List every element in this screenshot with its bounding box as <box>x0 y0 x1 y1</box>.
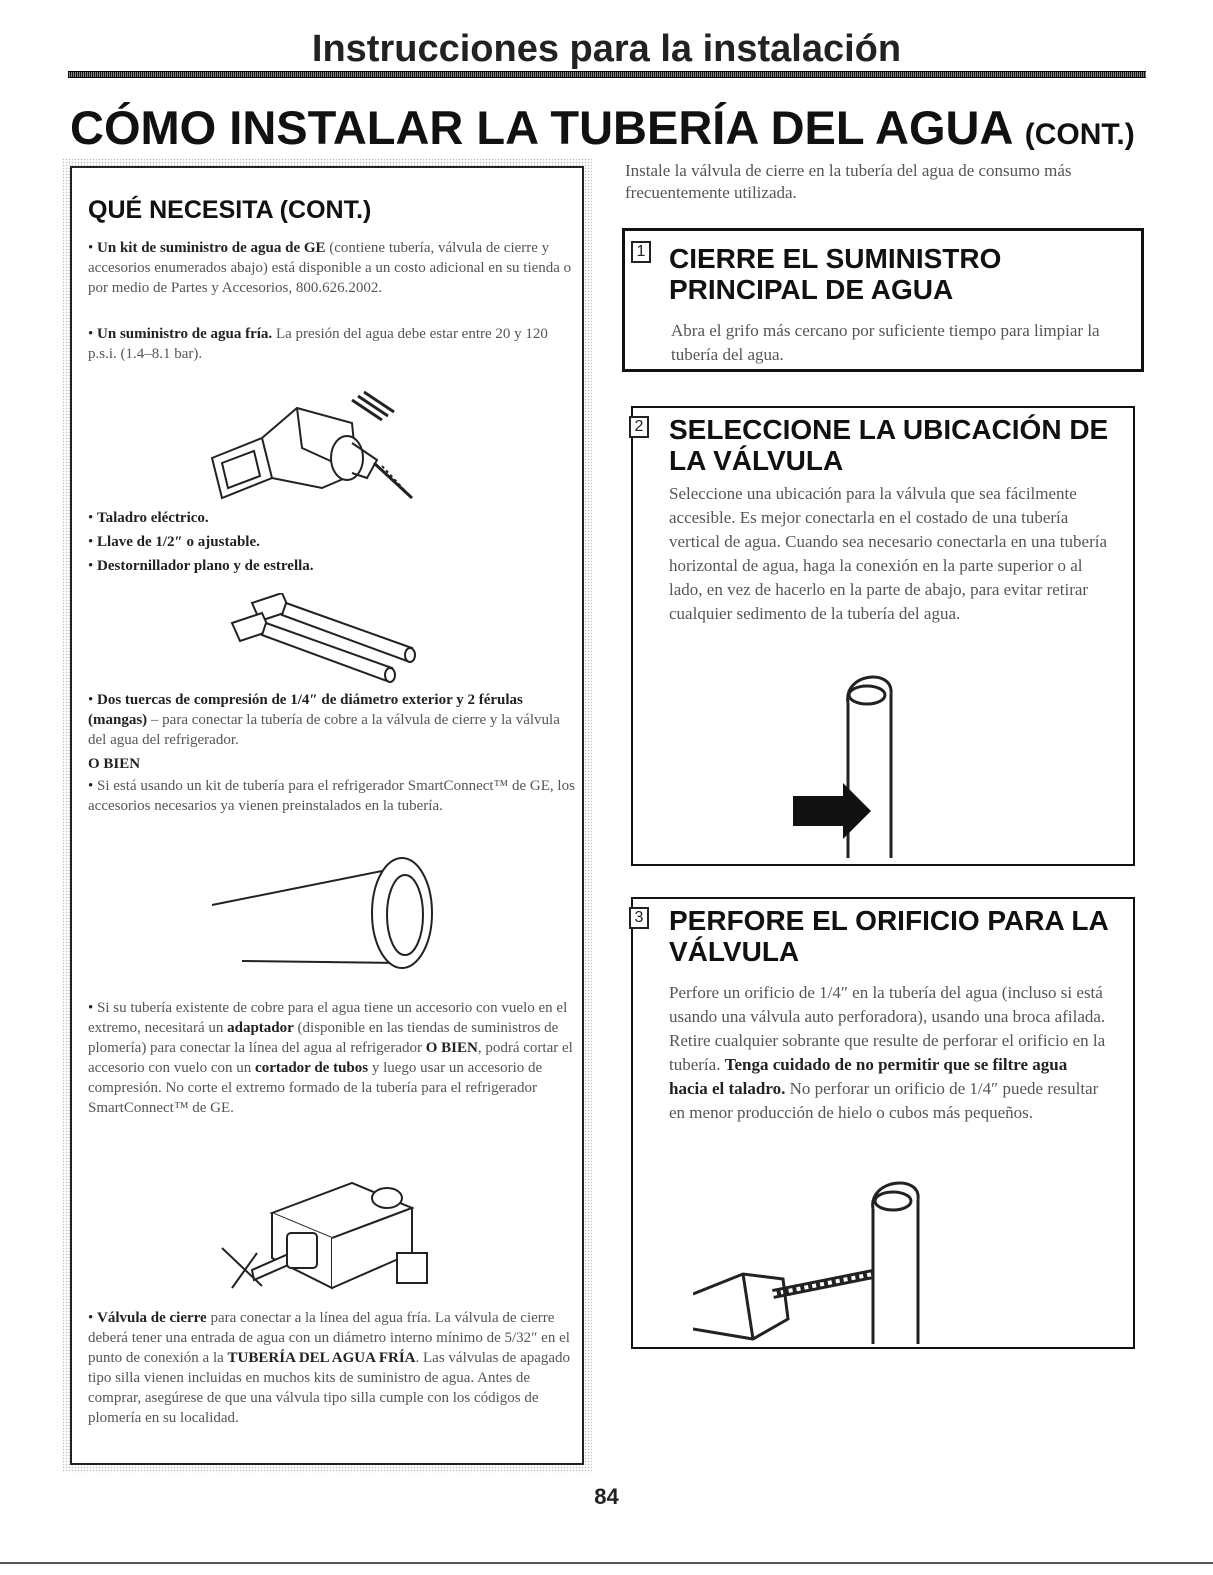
flared-tube-illustration <box>202 843 452 983</box>
cold-text: La presión del agua debe estar entre 20 y 120 p.s.i. (1.4–8.1 bar). <box>88 326 548 362</box>
tool-screwdriver: • Destornillador plano y de estrella. <box>88 558 314 574</box>
nuts-bold: Dos tuercas de compresión de 1/4″ de diámetro exterior y 2 férulas (mangas) <box>88 692 523 728</box>
kit-text: (contiene tubería, válvula de cierre y accesorios enumerados abajo) está disponible a un costo adicional en su tienda o por medio de Partes y Accesorios, 800.626.2002. <box>88 240 572 296</box>
valve-bold: Válvula de cierre <box>97 1310 207 1326</box>
shutoff-valve-illustration <box>212 1178 442 1298</box>
cold-water-item: • Un suministro de agua fría. La presión del agua debe estar entre 20 y 120 p.s.i. (1.4–8.1 bar). <box>88 326 548 362</box>
step-3-box <box>622 888 1144 1358</box>
page-header-title: Instrucciones para la instalación <box>311 28 902 70</box>
kit-bold: Un kit de suministro de agua de GE <box>97 240 326 256</box>
flared-fitting-item: • Si su tubería existente de cobre para el agua tiene un accesorio con vuelo en el extremo, necesitará un adaptador (disponible en las tiendas de suministros de plomería) para conectar la línea del agua al refrigerador O BIEN, podrá cortar el accesorio con vuelo con un cortador de tubos y luego usar un accesorio de compresión. No corte el extremo formado de la tubería para el refrigerador SmartConnect™ de GE. <box>88 1000 573 1116</box>
copper-text-g: y luego usar un accesorio de compresión. No corte el extremo formado de la tubería para el refrigerador SmartConnect™ de GE. <box>88 1060 543 1116</box>
nuts-item: • Dos tuercas de compresión de 1/4″ de diámetro exterior y 2 férulas (mangas) – para conectar la tubería de cobre a la válvula de cierre y la válvula del agua del refrigerador. <box>88 692 560 748</box>
bottom-rule <box>0 1562 1213 1564</box>
copper-text-a: Si su tubería existente de cobre para el agua tiene un accesorio con vuelo en el extremo, necesitará un <box>88 1000 568 1036</box>
step-2-box <box>622 397 1144 875</box>
smartconnect-item: • Si está usando un kit de tubería para el refrigerador SmartConnect™ de GE, los accesorios necesarios ya vienen preinstalados en la tubería. <box>88 778 575 814</box>
step-3-warning: Tenga cuidado de no permitir que se filtre agua hacia el taladro. <box>669 1055 1068 1098</box>
main-title <box>70 100 1135 155</box>
intro-text: Instale la válvula de cierre en la tubería del agua de consumo más frecuentemente utilizada. <box>625 161 1072 202</box>
copper-text-e: , podrá cortar el accesorio con vuelo con un <box>88 1040 573 1076</box>
step-1-number: 1 <box>631 241 651 263</box>
valve-cold-pipe: TUBERÍA DEL AGUA FRÍA <box>227 1350 416 1366</box>
page-number: 84 <box>594 1484 619 1509</box>
drill-illustration <box>202 388 432 508</box>
copper-text-c: (disponible en las tiendas de suministros de plomería) para conectar la línea del agua al refrigerador <box>88 1020 559 1056</box>
copper-or: O BIEN <box>425 1040 478 1056</box>
step-2-title: SELECCIONE LA UBICACIÓN DE LA VÁLVULA <box>669 414 1109 476</box>
step-3-body-a: Perfore un orificio de 1/4″ en la tubería del agua (incluso si está usando una válvula auto perforadora), usando una broca afilada. Retire cualquier sobrante que resulte de perforar el orificio en la tubería. <box>669 983 1106 1074</box>
what-you-need-panel <box>62 158 592 1473</box>
step-3-body <box>669 981 1109 1125</box>
tool-wrench-label: Llave de 1/2″ o ajustable. <box>97 534 260 550</box>
step-3-number: 3 <box>629 907 649 929</box>
main-title-text: CÓMO INSTALAR LA TUBERÍA DEL AGUA <box>70 101 1012 154</box>
step-2-number: 2 <box>629 416 649 438</box>
step-2-inner <box>631 406 1135 866</box>
cold-bold: Un suministro de agua fría. <box>97 326 273 342</box>
tool-wrench: • Llave de 1/2″ o ajustable. <box>88 534 260 550</box>
step-2-body: Seleccione una ubicación para la válvula que sea fácilmente accesible. Es mejor conectarla en el costado de una tubería vertical de agua. Cuando sea necesario conectarla en una tubería horizontal de agua, haga la conexión en la parte superior o al lado, en vez de hacerlo en la parte de abajo, para evitar retirar cualquier sedimento de la tubería del agua. <box>669 484 1107 623</box>
step-3-inner <box>631 897 1135 1349</box>
step-1-body: Abra el grifo más cercano por suficiente tiempo para limpiar la tubería del agua. <box>671 321 1100 364</box>
smartconnect-text: Si está usando un kit de tubería para el refrigerador SmartConnect™ de GE, los accesorios necesarios ya vienen preinstalados en la tubería. <box>88 778 575 814</box>
copper-adapter: adaptador <box>227 1020 294 1036</box>
valve-text-c: . Las válvulas de apagado tipo silla vienen incluidas en muchos kits de suministro de agua. Antes de comprar, asegúrese de que una válvula tipo silla cumple con los códigos de plomería en su localidad. <box>88 1350 571 1426</box>
step-1-box <box>622 228 1144 372</box>
kit-item: • Un kit de suministro de agua de GE (contiene tubería, válvula de cierre y accesorios enumerados abajo) está disponible a un costo adicional en su tienda o por medio de Partes y Accesorios, 800.626.2002. <box>88 240 572 296</box>
main-title-cont: (CONT.) <box>1024 118 1135 151</box>
step-3-body-c: No perforar un orificio de 1/4″ puede resultar en menor producción de hielo o cubos más pequeños. <box>669 1079 1099 1122</box>
tool-drill: • Taladro eléctrico. <box>88 510 209 526</box>
what-you-need-inner <box>70 166 584 1465</box>
header-rule <box>68 71 1146 78</box>
drilling-pipe-illustration <box>693 1179 993 1349</box>
or-label: O BIEN <box>88 756 141 772</box>
valve-text-a: para conectar a la línea del agua fría. La válvula de cierre deberá tener una entrada de agua con un diámetro interno mínimo de 5/32″ en el punto de conexión a la <box>88 1310 570 1366</box>
shutoff-valve-item: • Válvula de cierre para conectar a la línea del agua fría. La válvula de cierre deberá tener una entrada de agua con un diámetro interno mínimo de 5/32″ en el punto de conexión a la TUBERÍA DEL AGUA FRÍA. Las válvulas de apagado tipo silla vienen incluidas en muchos kits de suministro de agua. Antes de comprar, asegúrese de que una válvula tipo silla cumple con los códigos de plomería en su localidad. <box>88 1310 571 1426</box>
copper-tube-cutter: cortador de tubos <box>255 1060 369 1076</box>
compression-nuts-illustration <box>222 593 422 693</box>
nuts-text: – para conectar la tubería de cobre a la válvula de cierre y la válvula del agua del refrigerador. <box>88 712 560 748</box>
what-you-need-heading: QUÉ NECESITA (CONT.) <box>88 196 372 224</box>
step-1-title: CIERRE EL SUMINISTRO PRINCIPAL DE AGUA <box>669 243 1002 305</box>
tool-screwdriver-label: Destornillador plano y de estrella. <box>97 558 314 574</box>
vertical-pipe-illustration <box>783 673 983 863</box>
tool-drill-label: Taladro eléctrico. <box>97 510 209 526</box>
step-3-title: PERFORE EL ORIFICIO PARA LA VÁLVULA <box>669 905 1108 967</box>
